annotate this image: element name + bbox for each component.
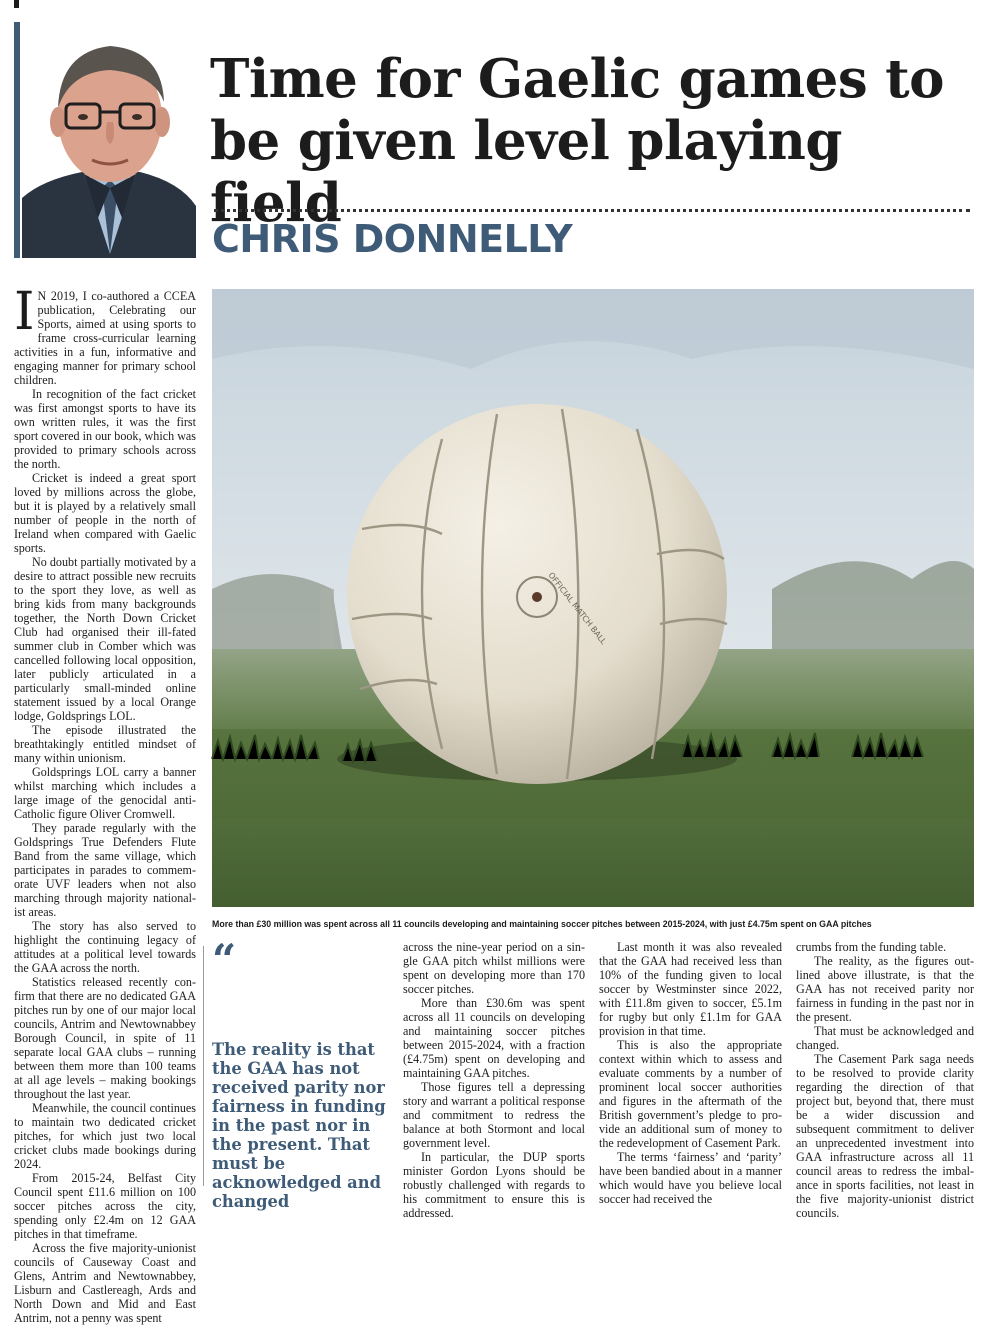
paragraph: Those figures tell a depressing story and warrant a political response and commitment to redress the balance at both Stormont and local government level.	[403, 1080, 585, 1150]
paragraph: The reality, as the figures outlined above illustrate, is that the GAA has not received parity nor fairness in funding in the past nor in the present.	[796, 954, 974, 1024]
paragraph: The terms ‘fairness’ and ‘parity’ have been bandied about in a manner which would have you believe local soccer had received the	[599, 1150, 782, 1206]
author-headshot	[22, 22, 196, 258]
gaelic-football-photo	[212, 289, 974, 907]
accent-bar	[14, 22, 20, 258]
paragraph: That must be acknowledged and changed.	[796, 1024, 974, 1052]
paragraph: Last month it was also revealed that the GAA had received less than 10% of the funding given to local soccer by Westminster since 2022, with £11.8m given to soccer, £5.1m for rugby but only £1.1m for GAA provision in that time.	[599, 940, 782, 1038]
paragraph: crumbs from the funding table.	[796, 940, 947, 954]
byline: CHRIS DONNELLY	[212, 217, 573, 261]
article-column-3	[599, 940, 782, 1206]
paragraph: across the nine-year period on a single GAA pitch whilst millions were spent on developing more than 170 soccer pitches.	[403, 940, 585, 996]
paragraph: Statistics released recently confirm that there are no dedicated GAA pitches run by one of our major local councils, Antrim and Newtownabbey Borough Council, in spite of 11 separate local GAA clubs – running between them more than 100 teams at all age levels – making bookings throughout the last year.	[14, 975, 196, 1101]
photo-caption: More than £30 million was spent across all 11 councils developing and maintaining soccer pitches between 2015-2024, with just £4.75m spent on GAA pitches	[212, 919, 872, 929]
article-column-2	[403, 940, 585, 1220]
paragraph: More than £30.6m was spent across all 11 councils on developing and maintaining soccer pitches between 2015-2024, with a fraction (£4.75m) spent on developing and maintaining GAA pitches.	[403, 996, 585, 1080]
top-edge-mark	[14, 0, 19, 8]
paragraph: This is also the appropriate context within which to assess and evaluate comments by a number of prominent local soccer authorities and figures in the aftermath of the British government’s pledge to provide an additional sum of money to the redevelopment of Casement Park.	[599, 1038, 782, 1150]
quote-mark-icon: “	[212, 935, 237, 984]
dotted-divider	[214, 209, 970, 212]
paragraph: Goldsprings LOL carry a banner whilst marching which includes a large image of the genocidal anti-Catholic figure Oliver Cromwell.	[14, 765, 196, 821]
paragraph: In particular, the DUP sports minister Gordon Lyons should be robustly challenged with regards to his commitment to ensure this is addressed.	[403, 1150, 585, 1220]
article-column-4	[796, 940, 974, 1220]
drop-cap: I	[14, 282, 35, 342]
headline: Time for Gaelic games to be given level playing field	[210, 48, 944, 234]
article-column-1	[14, 282, 196, 1325]
paragraph: No doubt partially motivated by a desire to attract possible new recruits to the sport they love, as well as bring kids from many backgrounds together, the North Down Cricket Club had organised their ill-fated summer club in Comber which was cancelled following local opposition, later publicly articulated in a particularly small-minded online statement issued by a local Orange lodge, Goldsprings LOL.	[14, 555, 196, 723]
paragraph: From 2015-24, Belfast City Council spent £11.6 million on 100 soccer pitches across the city, spending only £2.4m on 12 GAA pitches in that timeframe.	[14, 1171, 196, 1241]
paragraph: The story has also served to highlight the continuing legacy of attitudes at a political level towards the GAA across the north.	[14, 919, 196, 975]
paragraph: Meanwhile, the council continues to maintain two dedicated cricket pitches, for which just two local cricket clubs made bookings during 2024.	[14, 1101, 196, 1171]
paragraph: The Casement Park saga needs to be resolved to provide clarity regarding the direction of that project but, beyond that, there must be a wider discussion and subsequent commitment to deliver an unprecedented investment into GAA infrastructure across all 11 council areas to redress the imbalance in sports facilities, not least in the five majority-unionist district councils.	[796, 1052, 974, 1220]
ball-stamp-text: OFFICIAL MATCH BALL	[546, 570, 608, 646]
paragraph: I N 2019, I co-authored a CCEA publication, Celebrating our Sports, aimed at using sports to frame cross-curricular learning activities in a fun, informative and engaging manner for primary school children.	[14, 282, 196, 387]
paragraph: In recognition of the fact cricket was first amongst sports to have its own written rules, it was the first sport covered in our book, which was provided to primary schools across the north.	[14, 387, 196, 471]
pull-quote-divider	[203, 946, 204, 1186]
paragraph: Cricket is indeed a great sport loved by millions across the globe, but it is played by a relatively small number of people in the north of Ireland when compared with Gaelic sports.	[14, 471, 196, 555]
pull-quote: The reality is that the GAA has not received parity nor fairness in funding in the past nor in the present. That must be acknowledged and changed	[212, 1040, 386, 1211]
paragraph: They parade regularly with the Goldsprings True Defenders Flute Band from the same village, which participates in parades to commemorate UVF leaders when not also marching through majority nationalist areas.	[14, 821, 196, 919]
paragraph: Across the five majority-unionist councils of Causeway Coast and Glens, Antrim and Newtownabbey, Lisburn and Castlereagh, Ards and North Down and Mid and East Antrim, not a penny was spent	[14, 1241, 196, 1325]
paragraph: The episode illustrated the breathtakingly entitled mindset of many within unionism.	[14, 723, 196, 765]
